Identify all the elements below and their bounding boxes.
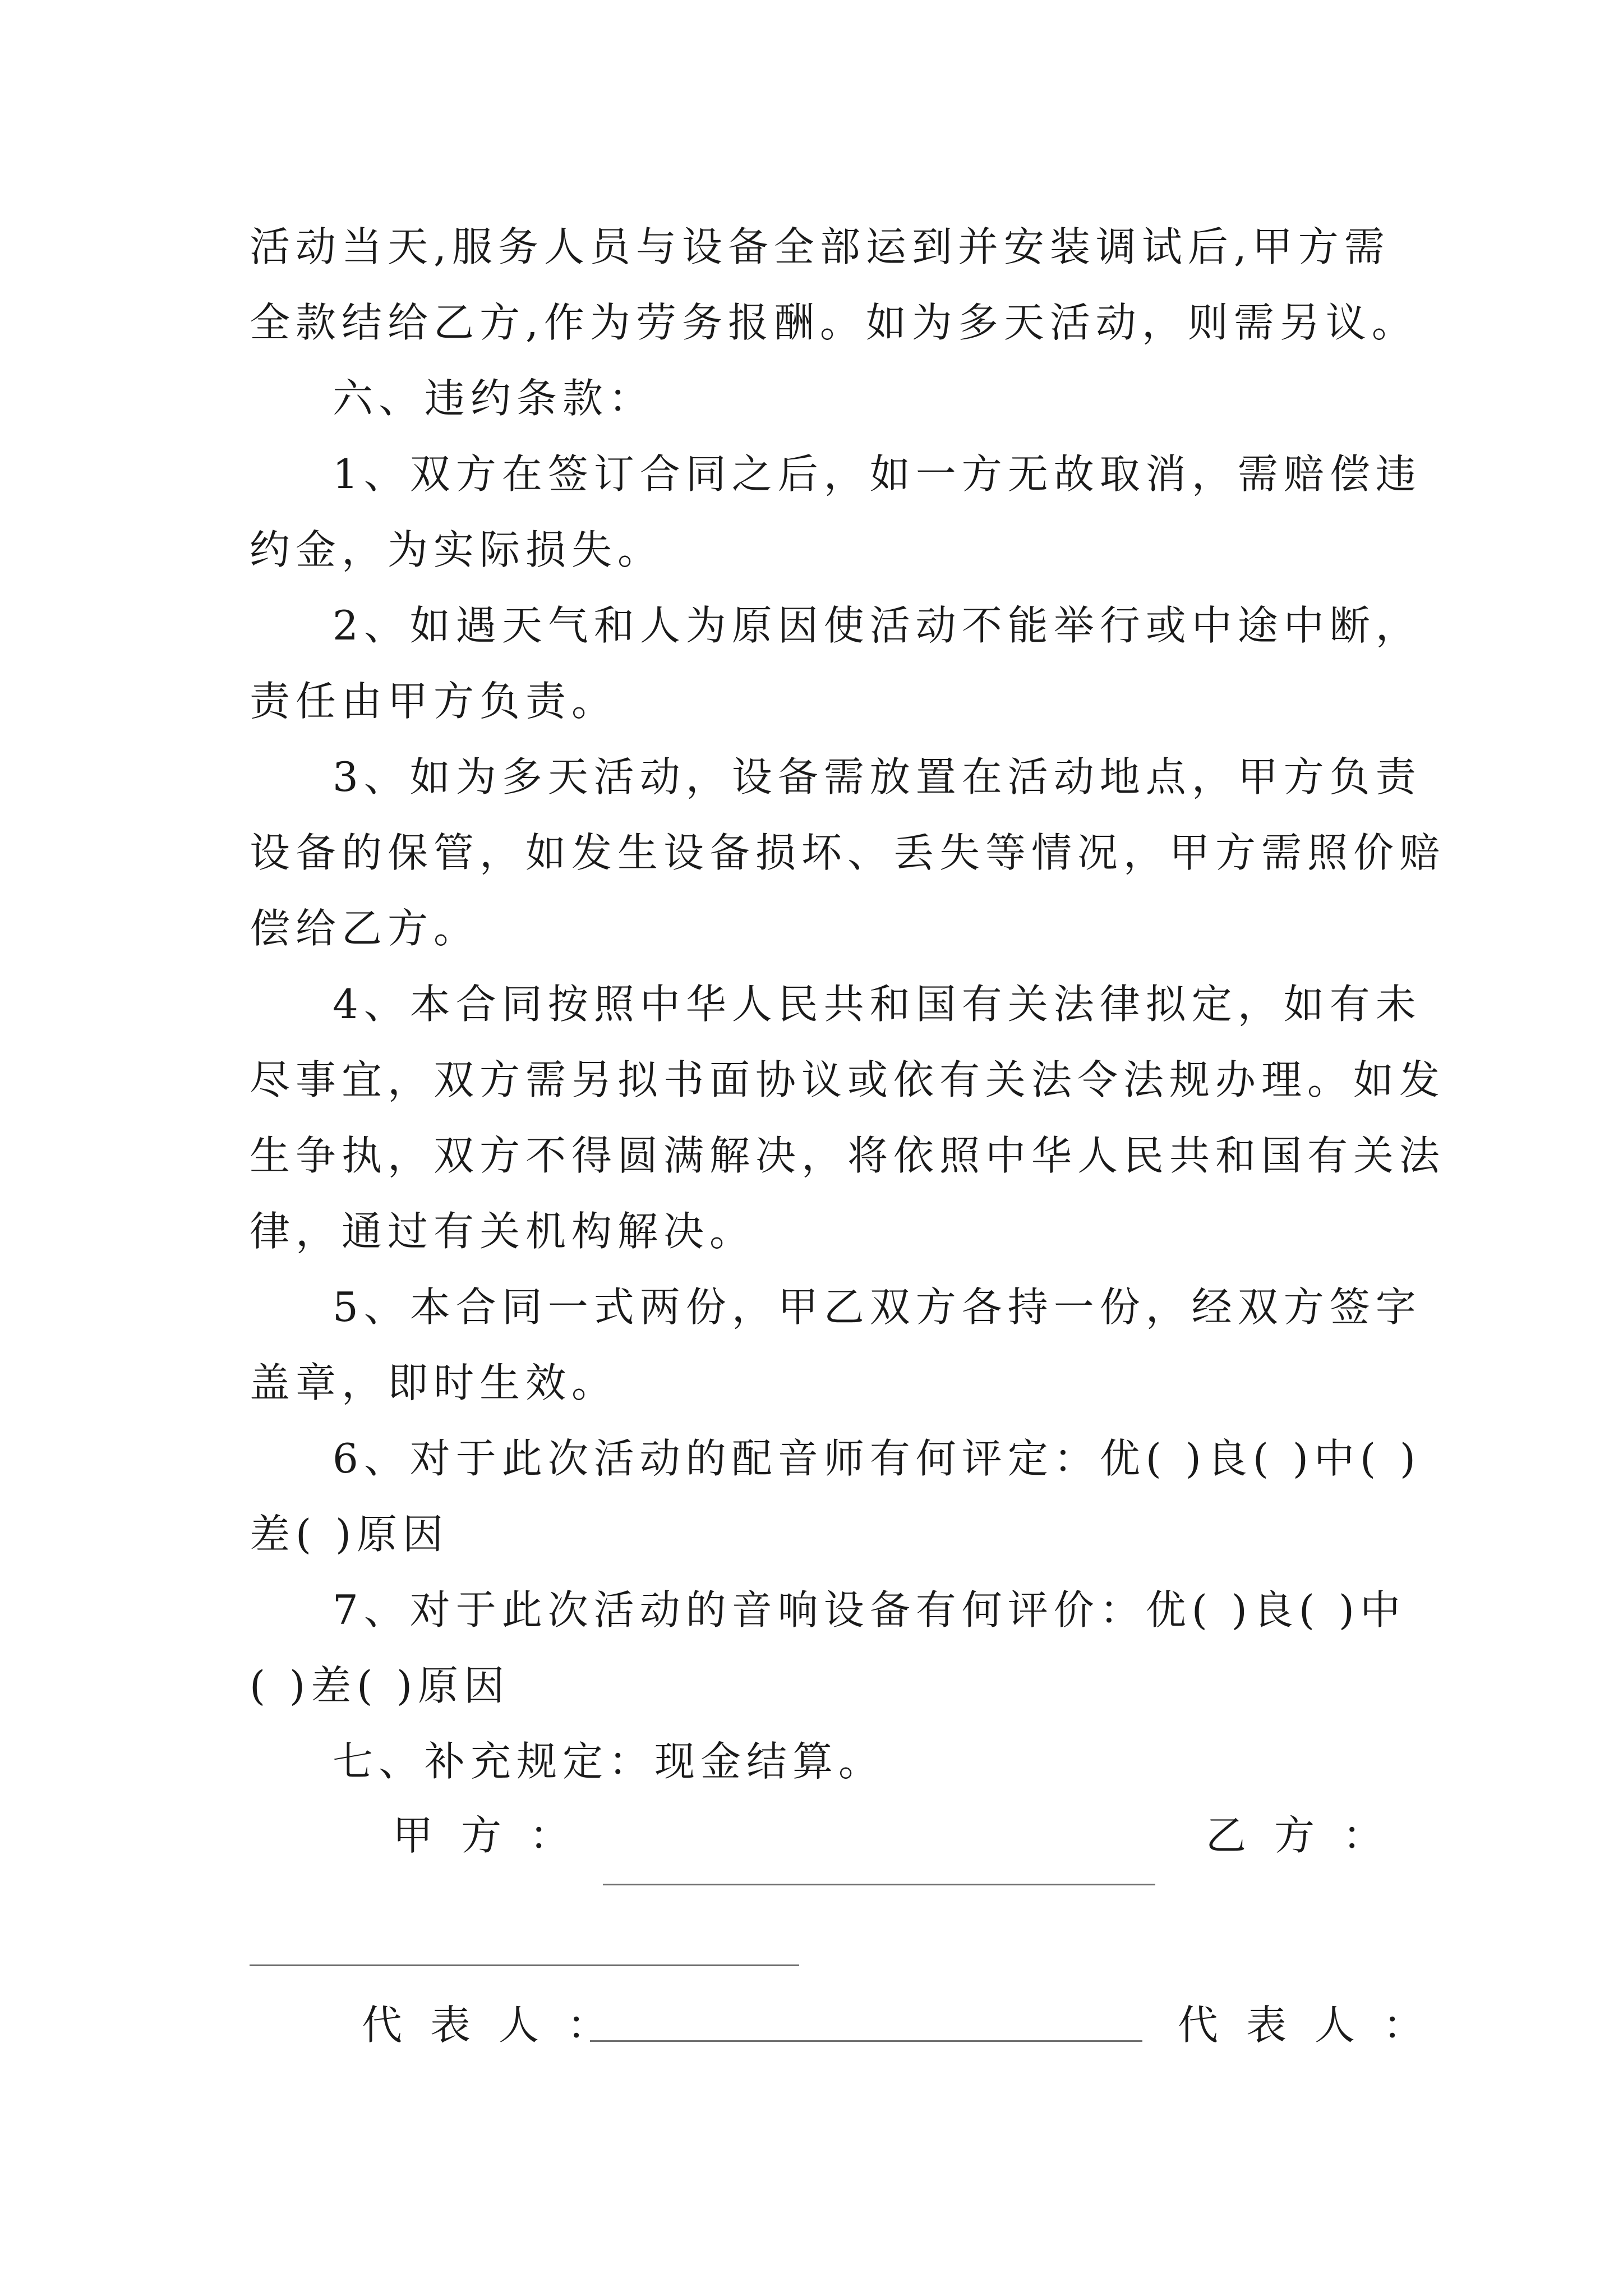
representative-a-label: 代表人： (362, 2001, 636, 2049)
clause-1: 1、双方在签订合同之后，如一方无故取消，需赔偿违 (333, 450, 1422, 498)
clause-2: 2、如遇天气和人为原因使活动不能举行或中途中断， (333, 602, 1422, 649)
text-line: 责任由甲方负责。 (250, 678, 618, 725)
text-line: ( )差( )原因 (250, 1662, 510, 1709)
text-line: 全款结给乙方,作为劳务报酬。如为多天活动，则需另议。 (250, 299, 1418, 346)
clause-3: 3、如为多天活动，设备需放置在活动地点，甲方负责 (333, 753, 1422, 800)
clause-7: 7、对于此次活动的音响设备有何评价：优( )良( )中 (333, 1586, 1406, 1634)
text-line: 活动当天,服务人员与设备全部运到并安装调试后,甲方需 (250, 223, 1390, 270)
text-line: 差( )原因 (250, 1511, 449, 1558)
clause-4: 4、本合同按照中华人民共和国有关法律拟定，如有未 (333, 981, 1422, 1028)
text-line: 律，通过有关机构解决。 (250, 1208, 756, 1255)
party-a-signature-line (603, 1884, 1155, 1885)
text-line: 盖章，即时生效。 (250, 1359, 618, 1406)
representative-a-signature-line (590, 2040, 1142, 2042)
text-line: 偿给乙方。 (250, 905, 480, 952)
section-heading-supplementary: 七、补充规定：现金结算。 (333, 1738, 885, 1785)
text-line: 约金，为实际损失。 (250, 526, 664, 573)
section-heading-breach: 六、违约条款： (333, 375, 655, 422)
text-line: 设备的保管，如发生设备损坏、丢失等情况，甲方需照价赔 (250, 829, 1446, 876)
text-line: 尽事宜，双方需另拟书面协议或依有关法令法规办理。如发 (250, 1056, 1446, 1103)
party-a-label: 甲方： (393, 1812, 598, 1859)
party-b-signature-line (250, 1964, 799, 1966)
clause-5: 5、本合同一式两份，甲乙双方各持一份，经双方签字 (333, 1283, 1422, 1331)
clause-6: 6、对于此次活动的配音师有何评定：优( )良( )中( ) (333, 1435, 1422, 1482)
party-b-label: 乙方： (1206, 1812, 1412, 1859)
text-line: 生争执，双方不得圆满解决，将依照中华人民共和国有关法 (250, 1132, 1446, 1179)
representative-b-label: 代表人： (1178, 2001, 1452, 2049)
